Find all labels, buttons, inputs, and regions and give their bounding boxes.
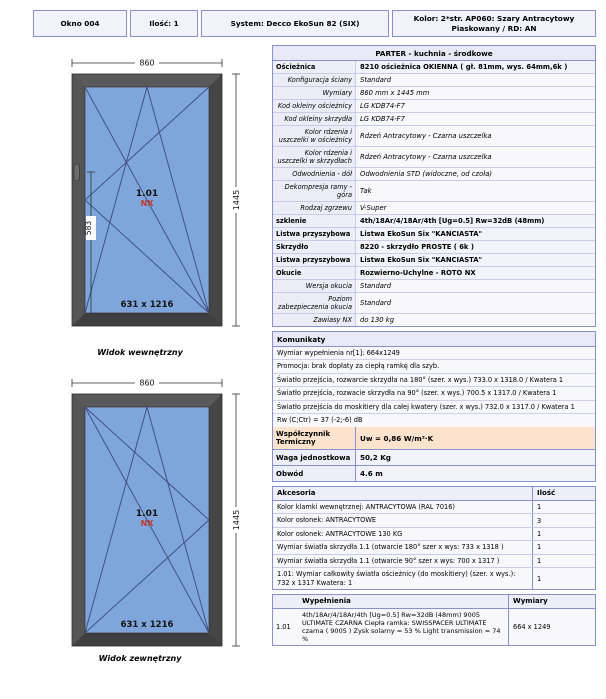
color-spec: Kolor: 2*str. AP060: Szary Antracytowy Piaskowany / RD: AN <box>392 10 596 37</box>
spec-row-value: Listwa EkoSun Six "KANCIASTA" <box>356 228 595 240</box>
spec-row <box>273 87 595 100</box>
spec-row <box>273 228 595 241</box>
message-row: Rw (C;Ctr) = 37 (-2;-6) dB <box>273 414 595 426</box>
summary-row <box>273 450 595 466</box>
spec-row-value: Standard <box>356 74 595 86</box>
accessory-qty: 1 <box>533 501 595 513</box>
accessory-name: 1.01: Wymiar całkowity światła ościeżnicy (do moskitiery) (szer. x wys.): 732 x 1317 Kwatera: 1 <box>273 568 533 589</box>
messages-title: Komunikaty <box>273 332 595 347</box>
message-row: Wymiar wypełnienia nr[1]: 664x1249 <box>273 347 595 360</box>
window-number: Okno 004 <box>33 10 127 37</box>
height-dimension <box>231 394 242 646</box>
message-row: Światło przejścia, rozwarcie skrzydła na 180° (szer. x wys.) 733.0 x 1318.0 / Kwatera 1 <box>273 374 595 387</box>
accessory-name: Wymiar światła skrzydła 1.1 (otwarcie 90° szer x wys: 700 x 1317 ) <box>273 555 533 567</box>
spec-row-value: 8220 - skrzydło PROSTE ( 6k ) <box>356 241 595 253</box>
spec-row-label: szklenie <box>273 215 356 227</box>
spec-row-value: 8210 ościeżnica OKIENNA ( gł. 81mm, wys. 64mm,6k ) <box>356 61 595 73</box>
spec-row <box>273 61 595 74</box>
glass-size-label: 631 x 1216 <box>120 620 174 630</box>
hardware-label: NX <box>140 519 154 528</box>
spec-row-label: Wersja okucia <box>273 280 356 292</box>
spec-row-label: Skrzydło <box>273 241 356 253</box>
fillings-col-dim: Wymiary <box>509 595 595 608</box>
accessory-name: Kolor klamki wewnętrznej: ANTRACYTOWA (RAL 7016) <box>273 501 533 513</box>
accessory-name: Kolor osłonek: ANTRACYTOWE 130 KG <box>273 528 533 540</box>
spec-row-value: Rozwierno-Uchylne - ROTO NX <box>356 267 595 279</box>
glass-size-label: 631 x 1216 <box>120 300 174 310</box>
spec-row-label: Listwa przyszybowa <box>273 228 356 240</box>
header-strip <box>33 10 596 37</box>
width-dimension <box>72 57 222 68</box>
filling-no: 1.01 <box>273 609 299 646</box>
specification-table <box>272 45 596 327</box>
summary-row <box>273 466 595 481</box>
svg-text:1445: 1445 <box>232 509 241 531</box>
spec-row <box>273 241 595 254</box>
fillings-header-row <box>273 595 595 609</box>
accessory-row <box>273 528 595 541</box>
width-dimension <box>72 377 222 388</box>
height-dimension <box>231 74 242 326</box>
summary-label: Obwód <box>273 466 356 481</box>
svg-text:860: 860 <box>139 378 155 388</box>
spec-row-value: Rdzeń Antracytowy - Czarna uszczelka <box>356 147 595 167</box>
sash-label: 1.01 <box>135 509 159 519</box>
spec-row-label: Listwa przyszybowa <box>273 254 356 266</box>
accessory-qty: 1 <box>533 555 595 567</box>
window-elevation <box>24 372 254 666</box>
spec-row <box>273 267 595 280</box>
accessories-col-name: Akcesoria <box>273 487 533 500</box>
accessory-name: Kolor osłonek: ANTRACYTOWE <box>273 514 533 526</box>
spec-row-label: Wymiary <box>273 87 356 99</box>
spec-row-label: Okucie <box>273 267 356 279</box>
spec-row-label: Zawiasy NX <box>273 314 356 326</box>
spec-row-value: V-Super <box>356 202 595 214</box>
spec-row <box>273 202 595 215</box>
spec-row <box>273 314 595 326</box>
spec-row-label: Rodzaj zgrzewu <box>273 202 356 214</box>
spec-row <box>273 147 595 168</box>
spec-row-label: Ościeżnica <box>273 61 356 73</box>
drawing-caption: Widok zewnętrzny <box>98 654 182 663</box>
summary-label: Współczynnik Termiczny <box>273 427 356 450</box>
spec-row <box>273 181 595 202</box>
accessory-qty: 3 <box>533 514 595 526</box>
spec-row <box>273 254 595 267</box>
spec-row-value: 860 mm x 1445 mm <box>356 87 595 99</box>
filling-row <box>273 609 595 646</box>
spec-row <box>273 100 595 113</box>
message-row: Światło przejścia, rozwacie skrzydła na 90° (szer. x wys.) 700.5 x 1317.0 / Kwatera 1 <box>273 387 595 400</box>
sash-label: 1.01 <box>135 189 159 199</box>
accessories-col-qty: Ilość <box>533 487 595 500</box>
spec-row <box>273 280 595 293</box>
filling-desc: 4th/18Ar/4/18Ar/4th [Ug=0.5] Rw=32dB (48mm) 9005 ULTIMATE CZARNA Ciepła ramka: SWISSPACER ULTIMATE czarna ( 9005 ) Zysk solarny = 53 % Light transmission = 74 % <box>299 609 509 646</box>
quantity: Ilość: 1 <box>130 10 198 37</box>
accessory-row <box>273 555 595 568</box>
accessory-qty: 1 <box>533 568 595 589</box>
accessory-row <box>273 501 595 514</box>
spec-row <box>273 113 595 126</box>
window-elevation <box>24 52 254 346</box>
accessory-row <box>273 568 595 589</box>
spec-row-label: Kod okleiny ościeżnicy <box>273 100 356 112</box>
spec-row-value: Standard <box>356 280 595 292</box>
spec-row-value: Odwodnienia STD (widoczne, od czoła) <box>356 168 595 180</box>
summary-value: Uw = 0,86 W/m²·K <box>356 427 595 450</box>
fillings-col-no <box>273 595 299 608</box>
system-name: System: Decco EkoSun 82 (SIX) <box>201 10 389 37</box>
spec-row-label: Kolor rdzenia i uszczelki w skrzydłach <box>273 147 356 167</box>
spec-row-label: Kolor rdzenia i uszczelki w ościeżnicy <box>273 126 356 146</box>
spec-row-value: do 130 kg <box>356 314 595 326</box>
hardware-label: NX <box>140 199 154 208</box>
spec-row-value: Standard <box>356 293 595 313</box>
window-drawing <box>24 372 254 664</box>
svg-text:860: 860 <box>139 58 155 68</box>
window-drawing <box>24 52 254 344</box>
svg-text:1445: 1445 <box>232 189 241 211</box>
spec-row-value: LG KDB74-F7 <box>356 113 595 125</box>
accessory-qty: 1 <box>533 541 595 553</box>
accessories-header-row <box>273 487 595 501</box>
summary-value: 50,2 Kg <box>356 450 595 465</box>
fillings-table <box>272 594 596 646</box>
accessory-row <box>273 541 595 554</box>
spec-row <box>273 293 595 314</box>
spec-row-value: 4th/18Ar/4/18Ar/4th [Ug=0.5] Rw=32dB (48mm) <box>356 215 595 227</box>
spec-row-label: Kod okleiny skrzydła <box>273 113 356 125</box>
drawing-caption: Widok wewnętrzny <box>97 348 183 357</box>
spec-row-value: Listwa EkoSun Six "KANCIASTA" <box>356 254 595 266</box>
spec-row-label: Odwodnienia - dół <box>273 168 356 180</box>
svg-text:583: 583 <box>84 220 93 236</box>
spec-row <box>273 74 595 87</box>
spec-row <box>273 168 595 181</box>
message-row: Promocja: brak dopłaty za ciepłą ramkę dla szyb. <box>273 360 595 373</box>
summary-row <box>273 427 595 451</box>
messages-table <box>272 331 596 482</box>
summary-value: 4.6 m <box>356 466 595 481</box>
spec-row-value: Rdzeń Antracytowy - Czarna uszczelka <box>356 126 595 146</box>
filling-dim: 664 x 1249 <box>509 609 595 646</box>
spec-title: PARTER - kuchnia - środkowe <box>273 46 595 61</box>
message-row: Światło przejścia do moskitiery dla całej kwatery (szer. x wys.) 732.0 x 1317.0 / Kwatera 1 <box>273 401 595 414</box>
spec-row-label: Konfiguracja ściany <box>273 74 356 86</box>
spec-row-label: Poziom zabezpieczenia okucia <box>273 293 356 313</box>
accessory-row <box>273 514 595 527</box>
spec-row-label: Dekompresja ramy - góra <box>273 181 356 201</box>
window-handle <box>74 164 80 181</box>
accessory-qty: 1 <box>533 528 595 540</box>
spec-row <box>273 126 595 147</box>
spec-row <box>273 215 595 228</box>
accessories-table <box>272 486 596 590</box>
spec-row-value: Tak <box>356 181 595 201</box>
fillings-col-name: Wypełnienia <box>299 595 509 608</box>
accessory-name: Wymiar światła skrzydła 1.1 (otwarcie 180° szer x wys: 733 x 1318 ) <box>273 541 533 553</box>
spec-row-value: LG KDB74-F7 <box>356 100 595 112</box>
summary-label: Waga jednostkowa <box>273 450 356 465</box>
